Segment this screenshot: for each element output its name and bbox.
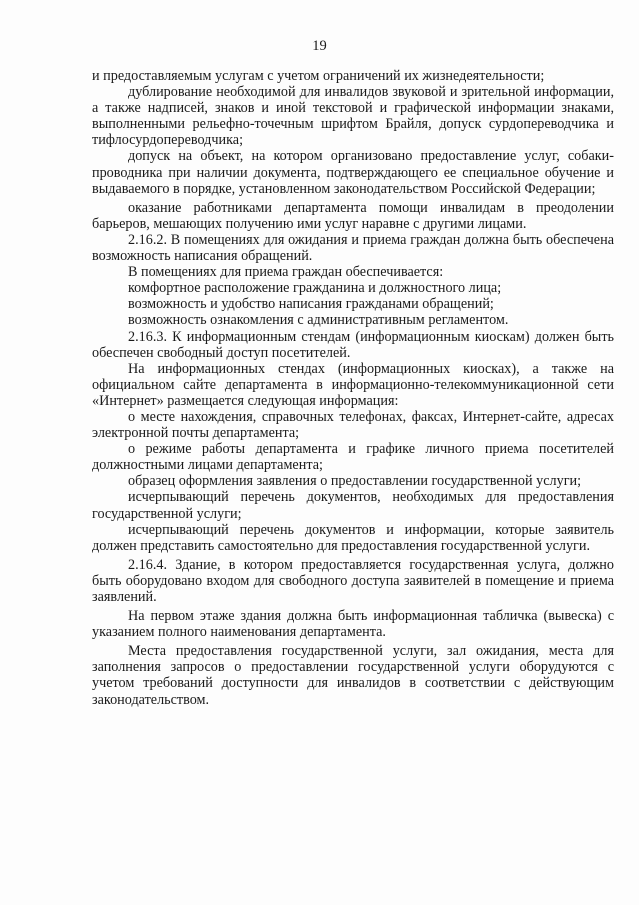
paragraph-1: и предоставляемым услугам с учетом ограничений их жизнедеятельности;: [92, 68, 545, 84]
paragraph-3: допуск на объект, на котором организовано предоставление услуг, собаки-проводника при наличии документа, подтверждающего ее специальное обучение и выдаваемого в порядке, установленном законодательством Российской Федерации;: [92, 148, 614, 197]
paragraph-18: На первом этаже здания должна быть информационная табличка (вывеска) с указанием полного наименования департамента.: [92, 608, 614, 641]
paragraph-5: 2.16.2. В помещениях для ожидания и приема граждан должна быть обеспечена возможность написания обращений.: [92, 231, 614, 265]
paragraph-9: возможность ознакомления с административным регламентом.: [128, 312, 509, 329]
paragraph-10: 2.16.3. К информационным стендам (информационным киоскам) должен быть обеспечен свободный доступ посетителей.: [92, 328, 614, 361]
paragraph-15: исчерпывающий перечень документов, необходимых для предоставления государственной услуги;: [92, 489, 614, 522]
paragraph-2: дублирование необходимой для инвалидов звуковой и зрительной информации, а также надписей, знаков и иной текстовой и графической информации знаками, выполненными рельефно-точечным шрифтом Брайля, допуск сурдопереводчика и тифлосурдопереводчика;: [92, 84, 614, 149]
paragraph-17: 2.16.4. Здание, в котором предоставляется государственная услуга, должно быть оборудовано входом для свободного доступа заявителей в помещение и приема заявлений.: [92, 556, 614, 605]
paragraph-7: комфортное расположение гражданина и должностного лица;: [128, 280, 502, 297]
page-number: 19: [312, 38, 327, 54]
paragraph-12: о месте нахождения, справочных телефонах, факсах, Интернет-сайте, адресах электронной почты департамента;: [92, 408, 614, 442]
paragraph-6: В помещениях для приема граждан обеспечивается:: [128, 264, 444, 281]
paragraph-19: Места предоставления государственной услуги, зал ожидания, места для заполнения запросов о предоставлении государственной услуги оборудуются с учетом требований доступности для инвалидов в соответствии с действующим законодательством.: [92, 643, 614, 708]
paragraph-16: исчерпывающий перечень документов и информации, которые заявитель должен представить самостоятельно для предоставления государственной услуги.: [92, 521, 614, 554]
paragraph-4: оказание работниками департамента помощи инвалидам в преодолении барьеров, мешающих получению ими услуг наравне с другими лицами.: [92, 199, 614, 232]
paragraph-8: возможность и удобство написания гражданами обращений;: [128, 296, 494, 313]
paragraph-13: о режиме работы департамента и графике личного приема посетителей должностными лицами департамента;: [92, 441, 614, 474]
paragraph-11: На информационных стендах (информационных киосках), а также на официальном сайте департамента в информационно-телекоммуникационной сети «Интернет» размещается следующая информация:: [92, 360, 614, 409]
paragraph-14: образец оформления заявления о предоставлении государственной услуги;: [128, 473, 582, 490]
document-body: [92, 68, 614, 708]
